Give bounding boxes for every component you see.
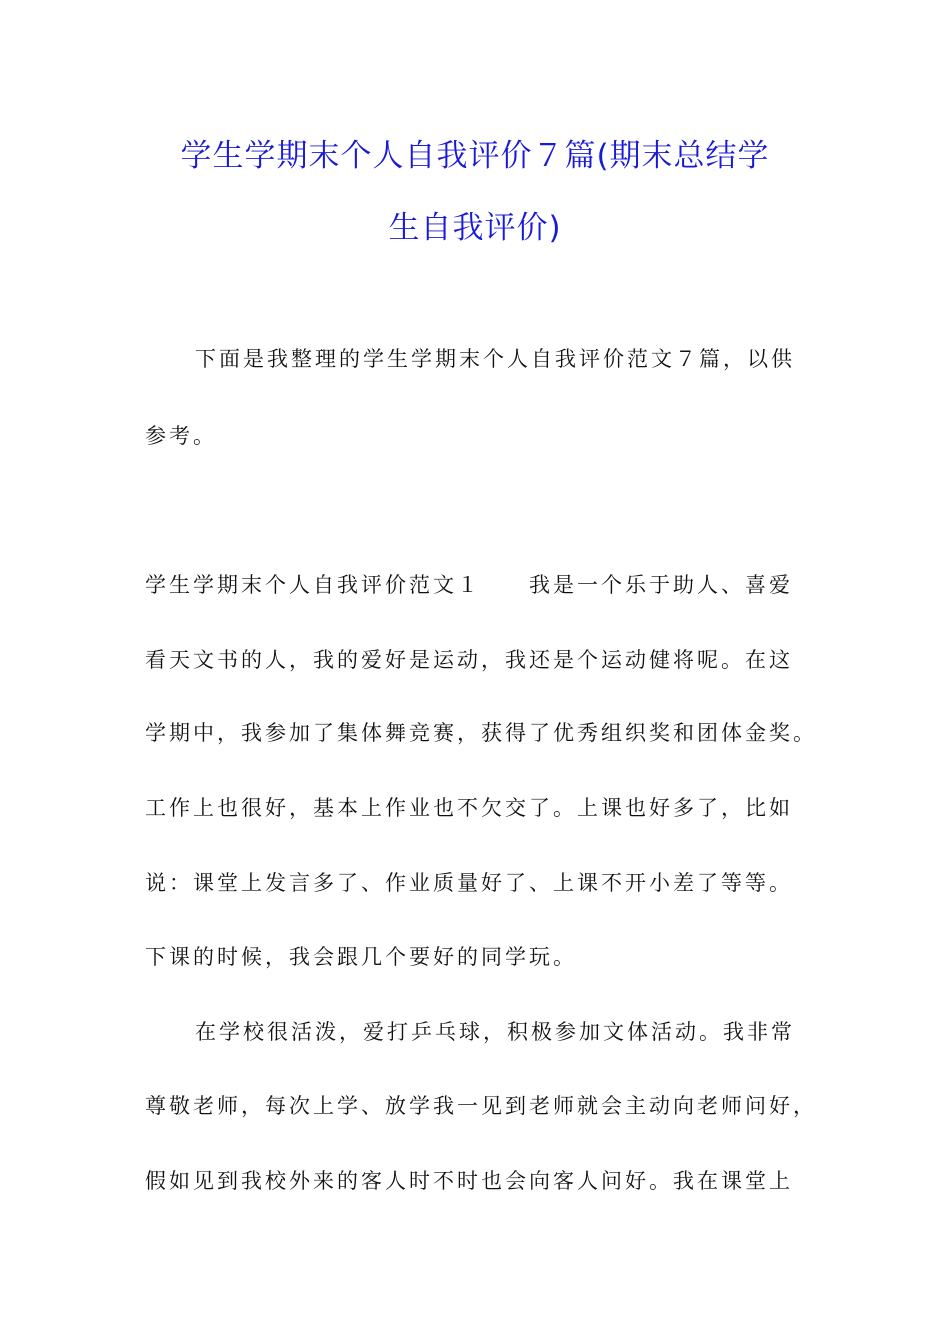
body-line-7: 在学校很活泼，爱打乒乓球，积极参加文体活动。我非常 xyxy=(195,1020,795,1044)
body-line-2: 看天文书的人，我的爱好是运动，我还是个运动健将呢。在这 xyxy=(145,648,793,672)
body-line-6: 下课的时候，我会跟几个要好的同学玩。 xyxy=(145,945,577,969)
intro-line-1: 下面是我整理的学生学期末个人自我评价范文７篇，以供 xyxy=(195,347,795,371)
body-line-8: 尊敬老师，每次上学、放学我一见到老师就会主动向老师问好， xyxy=(145,1094,817,1118)
document-title-line-2: 生自我评价) xyxy=(388,210,562,246)
intro-line-2: 参考。 xyxy=(145,424,217,448)
document-title-line-1: 学生学期末个人自我评价７篇(期末总结学 xyxy=(180,138,770,174)
body-line-4: 工作上也很好，基本上作业也不欠交了。上课也好多了，比如 xyxy=(145,796,793,820)
body-line-9: 假如见到我校外来的客人时不时也会向客人问好。我在课堂上 xyxy=(145,1169,793,1193)
body-line-3: 学期中，我参加了集体舞竞赛，获得了优秀组织奖和团体金奖。 xyxy=(145,721,817,745)
body-line-5: 说：课堂上发言多了、作业质量好了、上课不开小差了等等。 xyxy=(145,871,793,895)
body-line-1: 学生学期末个人自我评价范文１ 我是一个乐于助人、喜爱 xyxy=(145,573,793,597)
